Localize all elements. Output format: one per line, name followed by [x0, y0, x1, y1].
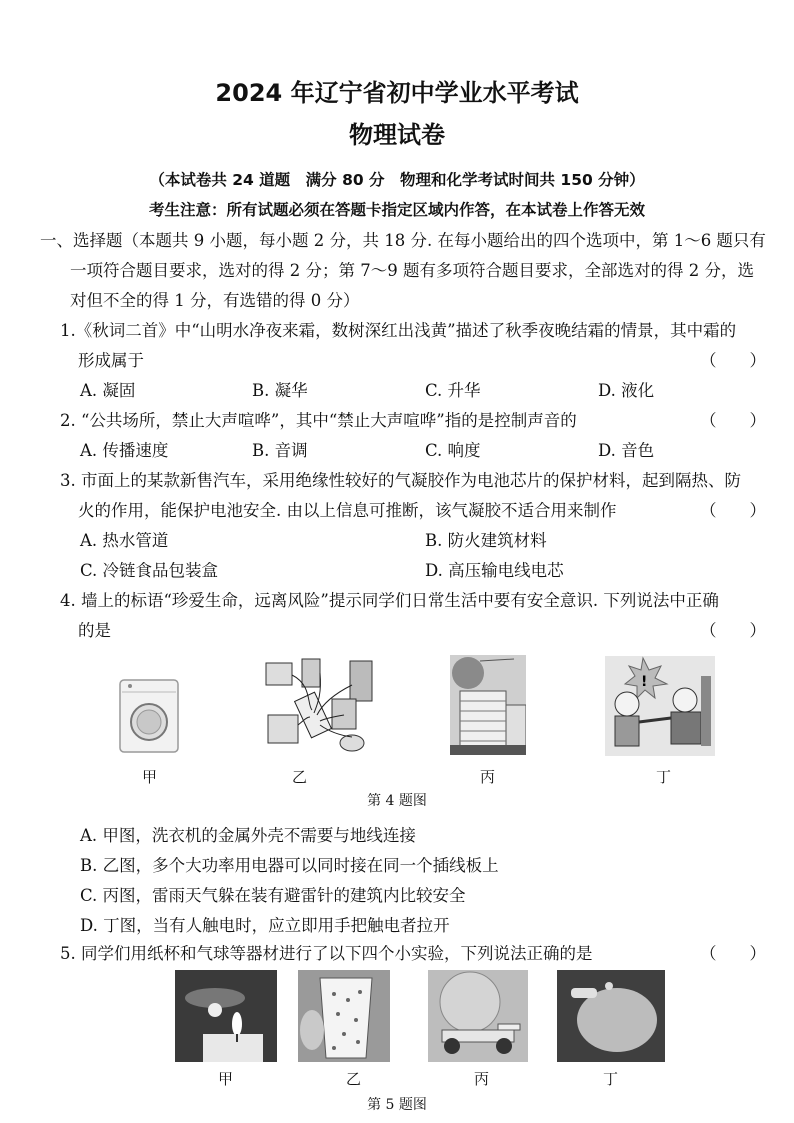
q4-figure-label-4: 丁 [656, 768, 672, 786]
q4-answer-blank: （ ） [700, 621, 766, 640]
exam-info: （本试卷共 24 道题 满分 80 分 物理和化学考试时间共 150 分钟） [149, 171, 645, 189]
q5-figure-caption: 第 5 题图 [367, 1097, 427, 1113]
q5-figure-label-4: 丁 [603, 1070, 619, 1088]
candle-cup-experiment-image [175, 970, 277, 1062]
lightning-rod-building-image [450, 655, 526, 755]
q4-figure-label-2: 乙 [292, 768, 308, 786]
section1-line3: 对但不全的得 1 分，有选错的得 0 分） [70, 291, 360, 310]
q4-option-c: C. 丙图，雷雨天气躲在装有避雷针的建筑内比较安全 [80, 886, 466, 905]
power-strip-overload-image [262, 655, 380, 755]
paper-cup-experiment-image [298, 970, 390, 1062]
q5-answer-blank: （ ） [700, 944, 766, 963]
q2-option-a: A. 传播速度 [80, 441, 169, 460]
exam-subtitle: 物理试卷 [349, 121, 445, 149]
q4-option-b: B. 乙图，多个大功率用电器可以同时接在同一个插线板上 [80, 856, 499, 875]
q1-option-d: D. 液化 [598, 381, 655, 400]
q1-stem-line2: 形成属于 [78, 351, 144, 370]
q1-option-a: A. 凝固 [80, 381, 136, 400]
section1-line1: 一、选择题（本题共 9 小题，每小题 2 分，共 18 分. 在每小题给出的四个选项中，第 1～6 题只有 [40, 231, 766, 250]
electric-shock-rescue-image [605, 656, 715, 756]
q3-option-a: A. 热水管道 [80, 531, 169, 550]
q3-option-b: B. 防火建筑材料 [425, 531, 547, 550]
q4-figure-label-1: 甲 [142, 768, 158, 786]
q1-answer-blank: （ ） [700, 351, 766, 370]
q2-stem: 2. “公共场所，禁止大声喧哗”，其中“禁止大声喧哗”指的是控制声音的 [60, 411, 577, 430]
q4-stem-line1: 4. 墙上的标语“珍爱生命，远离风险”提示同学们日常生活中要有安全意识. 下列说法中正确 [60, 591, 719, 610]
q2-option-b: B. 音调 [252, 441, 308, 460]
q3-stem-line1: 3. 市面上的某款新售汽车，采用绝缘性较好的气凝胶作为电池芯片的保护材料，起到隔热、防 [60, 471, 741, 490]
q1-option-b: B. 凝华 [252, 381, 308, 400]
q2-option-c: C. 响度 [425, 441, 481, 460]
q4-option-a: A. 甲图，洗衣机的金属外壳不需要与地线连接 [80, 826, 416, 845]
exam-title: 2024 年辽宁省初中学业水平考试 [215, 79, 579, 107]
q4-stem-line2: 的是 [78, 621, 111, 640]
q1-stem-line1: 1.《秋词二首》中“山明水净夜来霜，数树深红出浅黄”描述了秋季夜晚结霜的情景，其中霜的 [60, 321, 737, 340]
svg-text:!: ! [641, 674, 648, 690]
q4-figure-caption: 第 4 题图 [367, 793, 427, 809]
q2-option-d: D. 音色 [598, 441, 655, 460]
exam-notice: 考生注意：所有试题必须在答题卡指定区域内作答，在本试卷上作答无效 [148, 201, 645, 219]
washing-machine-image [118, 678, 180, 754]
section1-line2: 一项符合题目要求，选对的得 2 分；第 7～9 题有多项符合题目要求，全部选对的得 2 分，选 [70, 261, 754, 280]
balloon-pin-experiment-image [557, 970, 665, 1062]
q3-answer-blank: （ ） [700, 501, 766, 520]
q5-figure-label-3: 丙 [474, 1070, 490, 1088]
q5-stem: 5. 同学们用纸杯和气球等器材进行了以下四个小实验，下列说法正确的是 [60, 944, 593, 963]
q2-answer-blank: （ ） [700, 411, 766, 430]
q1-option-c: C. 升华 [425, 381, 481, 400]
q3-stem-line2: 火的作用，能保护电池安全. 由以上信息可推断，该气凝胶不适合用来制作 [78, 501, 617, 520]
balloon-car-experiment-image [428, 970, 528, 1062]
q5-figure-label-2: 乙 [346, 1070, 362, 1088]
q3-option-d: D. 高压输电线电芯 [425, 561, 564, 580]
q4-figure-label-3: 丙 [480, 768, 496, 786]
q5-figure-label-1: 甲 [218, 1070, 234, 1088]
q4-option-d: D. 丁图，当有人触电时，应立即用手把触电者拉开 [80, 916, 450, 935]
q3-option-c: C. 冷链食品包装盒 [80, 561, 219, 580]
